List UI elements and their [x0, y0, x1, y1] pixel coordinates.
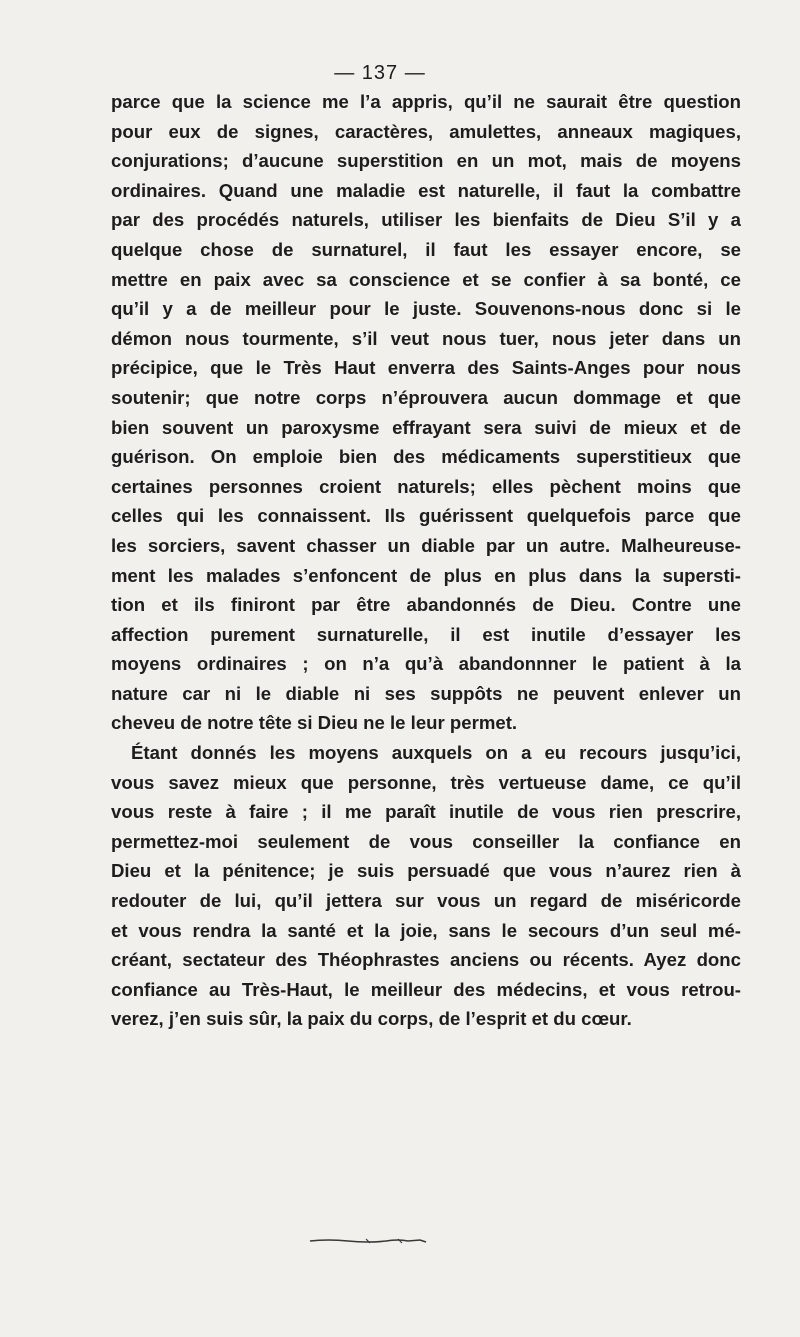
- text-line: tion et ils finiront par être abandonnés de Dieu. Contre une: [111, 594, 741, 616]
- text-line: Étant donnés les moyens auxquels on a eu recours jusqu’ici,: [131, 742, 741, 764]
- text-line: affection purement surnaturelle, il est inutile d’essayer les: [111, 623, 741, 645]
- paragraph-2: [111, 738, 741, 1034]
- text-line: verez, j’en suis sûr, la paix du corps, de l’esprit et du cœur.: [111, 1008, 632, 1030]
- text-line: parce que la science me l’a appris, qu’il ne saurait être question: [111, 91, 741, 112]
- text-line: vous reste à faire ; il me paraît inutile de vous rien prescrire,: [111, 801, 741, 823]
- text-line: démon nous tourmente, s’il veut nous tuer, nous jeter dans un: [111, 327, 741, 349]
- text-line: bien souvent un paroxysme effrayant sera suivi de mieux et de: [111, 416, 741, 438]
- text-line: soutenir; que notre corps n’éprouvera aucun dommage et que: [111, 386, 741, 408]
- end-of-text-rule-icon: [308, 1237, 428, 1245]
- text-line: celles qui les connaissent. Ils guérissent quelquefois parce que: [111, 505, 741, 527]
- text-line: moyens ordinaires ; on n’a qu’à abandonnner le patient à la: [111, 653, 741, 675]
- text-line: cheveu de notre tête si Dieu ne le leur permet.: [111, 712, 518, 734]
- text-line: pour eux de signes, caractères, amulettes, anneaux magiques,: [111, 120, 741, 142]
- text-line: vous savez mieux que personne, très vertueuse dame, ce qu’il: [111, 771, 741, 793]
- text-line: conjurations; d’aucune superstition en un mot, mais de moyens: [111, 150, 741, 172]
- text-line: nature car ni le diable ni ses suppôts ne peuvent enlever un: [111, 682, 741, 704]
- text-line: créant, sectateur des Théophrastes anciens ou récents. Ayez donc: [111, 949, 741, 971]
- text-line: et vous rendra la santé et la joie, sans le secours d’un seul mé-: [111, 919, 741, 941]
- text-line: précipice, que le Très Haut enverra des Saints-Anges pour nous: [111, 357, 741, 379]
- text-line: quelque chose de surnaturel, il faut les essayer encore, se: [111, 238, 741, 260]
- text-line: les sorciers, savent chasser un diable par un autre. Malheureuse-: [111, 534, 741, 556]
- text-line: permettez-moi seulement de vous conseiller la confiance en: [111, 830, 741, 852]
- text-line: qu’il y a de meilleur pour le juste. Souvenons-nous donc si le: [111, 298, 741, 320]
- text-line: certaines personnes croient naturels; elles pèchent moins que: [111, 475, 741, 497]
- text-line: ordinaires. Quand une maladie est naturelle, il faut la combattre: [111, 179, 741, 201]
- text-line: guérison. On emploie bien des médicaments superstitieux que: [111, 446, 741, 468]
- paragraph-1: [111, 87, 741, 738]
- text-line: mettre en paix avec sa conscience et se confier à sa bonté, ce: [111, 268, 741, 290]
- text-line: ment les malades s’enfoncent de plus en plus dans la supersti-: [111, 564, 741, 586]
- page-number: — 137 —: [334, 62, 426, 84]
- text-line: confiance au Très-Haut, le meilleur des médecins, et vous retrou-: [111, 978, 741, 1000]
- text-line: Dieu et la pénitence; je suis persuadé que vous n’aurez rien à: [111, 860, 741, 882]
- body-text: [111, 87, 741, 1034]
- text-line: redouter de lui, qu’il jettera sur vous un regard de miséricorde: [111, 890, 741, 912]
- text-line: par des procédés naturels, utiliser les bienfaits de Dieu S’il y a: [111, 209, 741, 231]
